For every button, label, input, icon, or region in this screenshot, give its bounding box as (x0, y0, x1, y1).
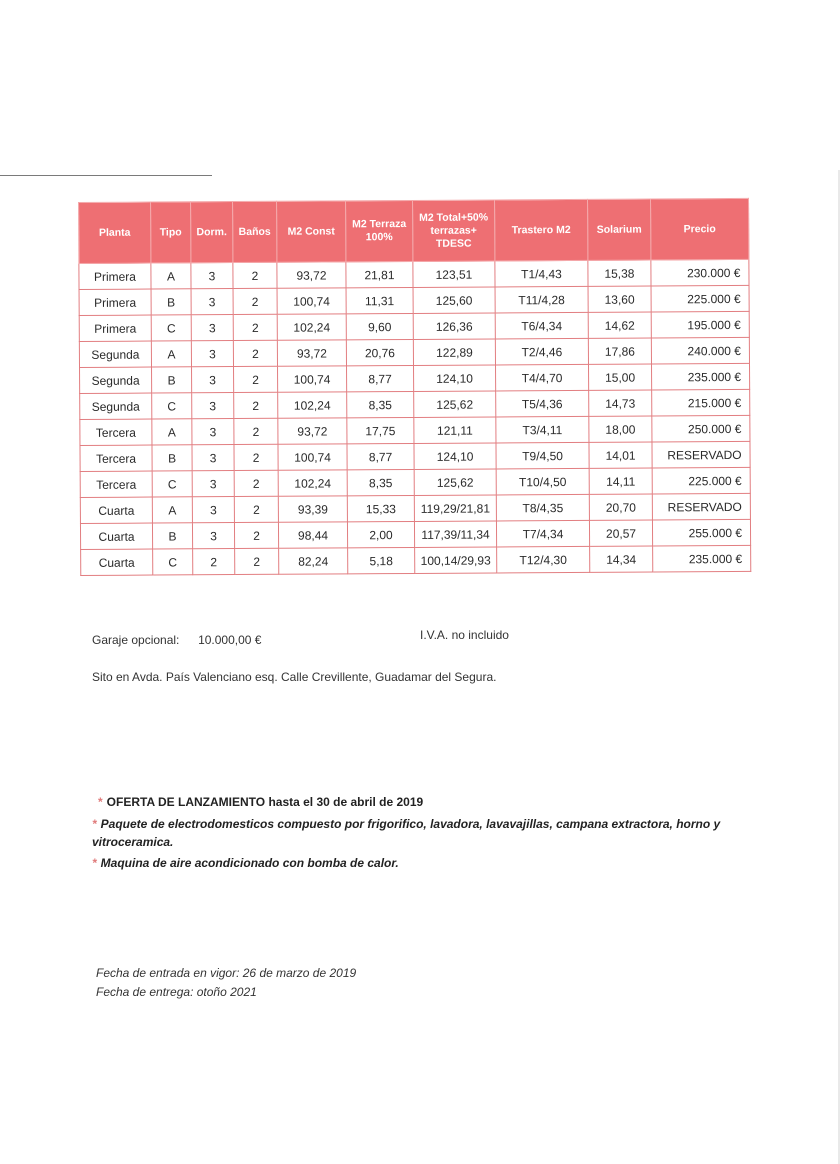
cell-m2-terraza: 9,60 (346, 313, 413, 339)
cell-m2-const: 102,24 (278, 392, 347, 418)
price-table (78, 198, 751, 576)
cell-trastero: T10/4,50 (496, 468, 589, 495)
cell-banos: 2 (233, 288, 277, 314)
cell-banos: 2 (233, 340, 277, 366)
cell-trastero: T12/4,30 (497, 546, 590, 573)
cell-dorm: 3 (192, 471, 234, 497)
offer-item-text: Paquete de electrodomesticos compuesto por frigorifico, lavadora, lavavajillas, campana extractora, horno y vitroceramica. (92, 817, 721, 849)
delivery-date: Fecha de entrega: otoño 2021 (96, 985, 257, 999)
table-row (80, 389, 750, 419)
cell-precio: 215.000 € (652, 389, 750, 416)
cell-tipo: A (152, 497, 192, 523)
cell-precio: 240.000 € (651, 337, 749, 364)
cell-planta: Primera (79, 289, 151, 315)
cell-tipo: B (152, 523, 192, 549)
cell-banos: 2 (234, 418, 278, 444)
cell-m2-total: 124,10 (414, 365, 496, 392)
cell-m2-total: 121,11 (414, 417, 496, 444)
cell-solarium: 20,57 (589, 520, 652, 546)
cell-tipo: C (152, 471, 192, 497)
bullet-star-icon: * (98, 795, 103, 809)
cell-dorm: 3 (192, 367, 234, 393)
cell-m2-const: 93,72 (278, 418, 347, 444)
table-row (79, 311, 749, 341)
garage-note (92, 633, 261, 647)
cell-planta: Tercera (80, 471, 152, 497)
offer-title (98, 795, 758, 809)
cell-tipo: B (152, 445, 192, 471)
cell-precio: 225.000 € (652, 467, 750, 494)
cell-m2-const: 100,74 (277, 288, 346, 314)
cell-m2-terraza: 2,00 (347, 521, 414, 547)
table-row (80, 441, 750, 471)
cell-m2-const: 93,39 (278, 496, 347, 522)
cell-trastero: T9/4,50 (496, 442, 589, 469)
cell-dorm: 3 (191, 289, 233, 315)
cell-solarium: 15,00 (589, 364, 652, 390)
cell-dorm: 3 (192, 523, 234, 549)
cell-trastero: T4/4,70 (496, 364, 589, 391)
cell-trastero: T11/4,28 (495, 286, 588, 313)
col-header-tipo: Tipo (151, 202, 191, 263)
cell-m2-terraza: 5,18 (348, 547, 415, 573)
offer-item-text: Maquina de aire acondicionado con bomba de calor. (100, 856, 399, 870)
table-row (79, 259, 749, 289)
cell-m2-total: 100,14/29,93 (415, 547, 497, 574)
col-header-solarium: Solarium (587, 199, 650, 260)
cell-tipo: A (151, 341, 191, 367)
cell-dorm: 3 (192, 393, 234, 419)
cell-planta: Segunda (79, 341, 151, 367)
cell-tipo: C (152, 393, 192, 419)
cell-m2-const: 102,24 (278, 470, 347, 496)
cell-precio: 230.000 € (651, 259, 749, 286)
cell-banos: 2 (234, 366, 278, 392)
cell-planta: Cuarta (80, 497, 152, 523)
cell-m2-const: 82,24 (279, 548, 348, 574)
cell-m2-const: 93,72 (277, 262, 346, 288)
cell-tipo: B (151, 289, 191, 315)
cell-precio: RESERVADO (652, 493, 750, 520)
cell-banos: 2 (234, 470, 278, 496)
cell-planta: Cuarta (80, 523, 152, 549)
cell-dorm: 3 (192, 445, 234, 471)
cell-planta: Tercera (80, 445, 152, 471)
cell-banos: 2 (233, 262, 277, 288)
effective-date: Fecha de entrada en vigor: 26 de marzo de 2019 (96, 966, 357, 980)
cell-tipo: B (152, 367, 192, 393)
cell-solarium: 14,62 (588, 312, 651, 338)
cell-m2-const: 100,74 (278, 444, 347, 470)
cell-trastero: T8/4,35 (496, 494, 589, 521)
cell-solarium: 17,86 (588, 338, 651, 364)
cell-dorm: 3 (192, 419, 234, 445)
cell-m2-total: 126,36 (413, 313, 495, 340)
cell-tipo: A (151, 263, 191, 289)
table-row (80, 467, 750, 497)
garage-label: Garaje opcional: (92, 633, 180, 647)
cell-m2-total: 122,89 (413, 339, 495, 366)
price-table-body (79, 259, 751, 575)
cell-planta: Primera (79, 263, 151, 289)
col-header-trastero: Trastero M2 (494, 199, 587, 261)
cell-solarium: 15,38 (588, 260, 651, 286)
cell-precio: 250.000 € (652, 415, 750, 442)
bullet-star-icon: * (92, 817, 97, 831)
cell-m2-total: 125,62 (414, 469, 496, 496)
cell-m2-terraza: 8,77 (347, 443, 414, 469)
cell-m2-terraza: 15,33 (347, 495, 414, 521)
cell-banos: 2 (234, 522, 278, 548)
iva-note: I.V.A. no incluido (420, 628, 509, 642)
offer-item-appliances (92, 815, 732, 851)
table-row (80, 493, 750, 523)
cell-m2-terraza: 8,35 (347, 469, 414, 495)
bullet-star-icon: * (92, 856, 97, 870)
cell-m2-const: 102,24 (277, 314, 346, 340)
col-header-m2-const: M2 Const (276, 201, 345, 262)
cell-precio: 225.000 € (651, 285, 749, 312)
cell-planta: Primera (79, 315, 151, 341)
cell-tipo: C (151, 315, 191, 341)
cell-m2-terraza: 11,31 (346, 287, 413, 313)
cell-solarium: 14,01 (589, 442, 652, 468)
cell-dorm: 2 (193, 549, 235, 575)
cell-banos: 2 (234, 496, 278, 522)
cell-m2-terraza: 20,76 (346, 339, 413, 365)
cell-trastero: T7/4,34 (496, 520, 589, 547)
cell-banos: 2 (234, 444, 278, 470)
cell-dorm: 3 (191, 341, 233, 367)
cell-precio: 235.000 € (652, 363, 750, 390)
cell-trastero: T1/4,43 (495, 260, 588, 287)
table-row (79, 285, 749, 315)
garage-price: 10.000,00 € (198, 633, 262, 647)
table-row (80, 415, 750, 445)
cell-planta: Segunda (80, 367, 152, 393)
cell-dorm: 3 (191, 263, 233, 289)
cell-dorm: 3 (191, 315, 233, 341)
cell-m2-terraza: 8,35 (347, 391, 414, 417)
cell-trastero: T6/4,34 (495, 312, 588, 339)
cell-banos: 2 (233, 314, 277, 340)
col-header-banos: Baños (233, 201, 277, 262)
col-header-planta: Planta (79, 202, 151, 263)
cell-m2-total: 119,29/21,81 (414, 495, 496, 522)
cell-solarium: 14,11 (589, 468, 652, 494)
cell-dorm: 3 (192, 497, 234, 523)
cell-precio: 195.000 € (651, 311, 749, 338)
location-note: Sito en Avda. País Valenciano esq. Calle Crevillente, Guadamar del Segura. (92, 670, 497, 684)
cell-precio: 235.000 € (653, 545, 751, 572)
table-row (80, 363, 750, 393)
cell-solarium: 13,60 (588, 286, 651, 312)
col-header-m2-terraza: M2 Terraza 100% (345, 200, 412, 261)
cell-banos: 2 (235, 548, 279, 574)
offer-title-text: OFERTA DE LANZAMIENTO hasta el 30 de abril de 2019 (106, 795, 424, 809)
cell-trastero: T2/4,46 (495, 338, 588, 365)
cell-banos: 2 (234, 392, 278, 418)
cell-m2-const: 93,72 (277, 340, 346, 366)
cell-precio: RESERVADO (652, 441, 750, 468)
cell-solarium: 14,34 (590, 546, 653, 572)
cell-planta: Segunda (80, 393, 152, 419)
cell-planta: Cuarta (81, 549, 153, 575)
cell-m2-terraza: 17,75 (347, 417, 414, 443)
price-table-header-row (79, 198, 749, 263)
cell-trastero: T5/4,36 (496, 390, 589, 417)
cell-m2-terraza: 21,81 (346, 261, 413, 287)
scan-artifact-line (0, 175, 212, 176)
cell-tipo: A (152, 419, 192, 445)
offer-item-aircon (92, 854, 752, 872)
cell-m2-total: 123,51 (413, 261, 495, 288)
cell-precio: 255.000 € (652, 519, 750, 546)
cell-solarium: 20,70 (589, 494, 652, 520)
table-row (79, 337, 749, 367)
col-header-precio: Precio (650, 198, 748, 260)
col-header-m2-total: M2 Total+50% terrazas+ TDESC (412, 200, 494, 261)
cell-tipo: C (153, 549, 193, 575)
cell-m2-terraza: 8,77 (347, 365, 414, 391)
table-row (80, 519, 750, 549)
cell-m2-const: 98,44 (278, 522, 347, 548)
cell-solarium: 18,00 (589, 416, 652, 442)
col-header-dorm: Dorm. (191, 202, 233, 263)
cell-m2-total: 125,62 (414, 391, 496, 418)
cell-trastero: T3/4,11 (496, 416, 589, 443)
table-row (81, 545, 751, 575)
cell-m2-total: 124,10 (414, 443, 496, 470)
price-table-container (78, 198, 750, 576)
cell-m2-total: 125,60 (413, 287, 495, 314)
cell-m2-total: 117,39/11,34 (414, 521, 496, 548)
cell-planta: Tercera (80, 419, 152, 445)
cell-solarium: 14,73 (589, 390, 652, 416)
cell-m2-const: 100,74 (278, 366, 347, 392)
